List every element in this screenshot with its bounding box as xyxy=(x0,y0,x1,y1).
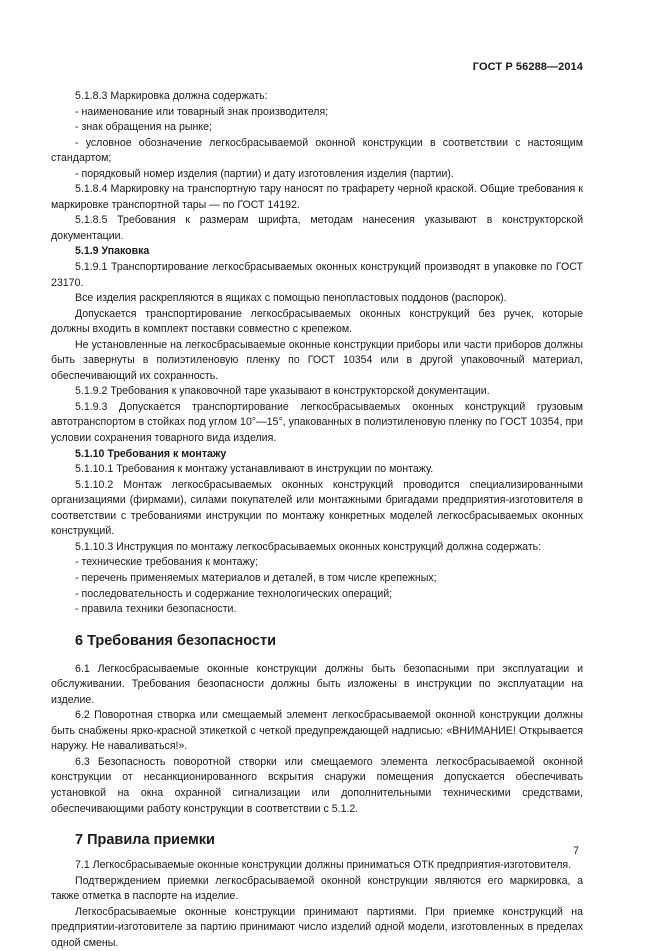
list-item: - порядковый номер изделия (партии) и дату изготовления изделия (партии). xyxy=(75,167,454,180)
document-code-header: ГОСТ Р 56288—2014 xyxy=(472,61,583,73)
page-number: 7 xyxy=(573,845,579,857)
clause-5-1-8-4: 5.1.8.4 Маркировку на транспортную тару наносят по трафарету черной краской. Общие требования к маркировке транспортной тары — по ГОСТ 14192. xyxy=(51,183,583,211)
clause-6-2: 6.2 Поворотная створка или смещаемый элемент легкосбрасываемой оконной конструкции должны быть снабжены ярко-красной этикеткой с четкой предупреждающей надписью: «ВНИМАНИЕ! Открывается наружу. Не наваливаться!». xyxy=(51,709,583,753)
paragraph: Легкосбрасываемые оконные конструкции принимают партиями. При приемке конструкций на предприятии-изготовителе за партию принимают число изделий одной модели, изготовленных в пределах одной смены. xyxy=(51,905,583,949)
clause-5-1-10-2: 5.1.10.2 Монтаж легкосбрасываемых оконных конструкций проводится специализированными организациями (фирмами), силами покупателей или монтажными бригадами предприятия-изготовителя в соответствии с требованиями инструкции по монтажу конкретных моделей легкосбрасываемых оконных конструкций. xyxy=(51,478,583,538)
list-item: - условное обозначение легкосбрасываемой оконной конструкции в соответствии с настоящим стандартом; xyxy=(51,136,583,165)
list-item: - правила техники безопасности. xyxy=(75,603,237,616)
paragraph: Все изделия раскрепляются в ящиках с помощью пенопластовых поддонов (распорок). xyxy=(75,292,507,305)
list-item: - знак обращения на рынке; xyxy=(75,121,212,134)
paragraph: Не установленные на легкосбрасываемые оконные конструкции приборы или части приборов должны быть завернуты в полиэтиленовую пленку по ГОСТ 10354 или в другой упаковочный материал, обеспечивающий их сохранность. xyxy=(51,338,583,382)
clause-5-1-9-3: 5.1.9.3 Допускается транспортирование легкосбрасываемых оконных конструкций грузовым автотранспортом в стойках под углом 10°—15°, упакованных в полиэтиленовую пленку по ГОСТ 10354, при условии сохранения товарного вида изделия. xyxy=(51,400,583,445)
subsection-heading-packaging: 5.1.9 Упаковка xyxy=(75,245,150,258)
list-item: - перечень применяемых материалов и деталей, в том числе крепежных; xyxy=(75,571,437,584)
list-item: - технические требования к монтажу; xyxy=(75,556,259,569)
clause-6-3: 6.3 Безопасность поворотной створки или смещаемого элемента легкосбрасываемой оконной конструкции от несанкционированного вскрытия снаружи помещения допускается обеспечивать установкой на окна охранной сигнализации или дополнительными техническими средствами, обеспечивающими работу конструкции в соответствии с 5.1.2. xyxy=(51,755,583,815)
paragraph: Допускается транспортирование легкосбрасываемых оконных конструкций без ручек, которые должны входить в комплект поставки совместно с крепежом. xyxy=(51,307,583,336)
clause-5-1-10-3: 5.1.10.3 Инструкция по монтажу легкосбрасываемых оконных конструкций должна содержать: xyxy=(75,540,542,553)
clause-7-1: 7.1 Легкосбрасываемые оконные конструкции должны приниматься ОТК предприятия-изготовителя. xyxy=(75,859,572,872)
subsection-heading-installation: 5.1.10 Требования к монтажу xyxy=(75,447,227,460)
section-heading-safety: 6 Требования безопасности xyxy=(75,632,277,649)
clause-5-1-10-1: 5.1.10.1 Требования к монтажу устанавливают в инструкции по монтажу. xyxy=(75,463,434,476)
page-content xyxy=(51,89,583,951)
section-heading-acceptance: 7 Правила приемки xyxy=(75,832,215,849)
list-item: - последовательность и содержание технологических операций; xyxy=(75,587,393,600)
clause-5-1-8-5: 5.1.8.5 Требования к размерам шрифта, методам нанесения указывают в конструкторской документации. xyxy=(51,214,583,242)
clause-5-1-8-3: 5.1.8.3 Маркировка должна содержать: xyxy=(75,90,268,102)
clause-6-1: 6.1 Легкосбрасываемые оконные конструкции должны быть безопасными при эксплуатации и обслуживании. Требования безопасности должны быть изложены в инструкции по эксплуатации на изделие. xyxy=(51,662,583,706)
clause-5-1-9-1: 5.1.9.1 Транспортирование легкосбрасываемых оконных конструкций производят в упаковке по ГОСТ 23170. xyxy=(51,261,583,289)
clause-5-1-9-2: 5.1.9.2 Требования к упаковочной таре указывают в конструкторской документации. xyxy=(75,385,490,398)
list-item: - наименование или товарный знак производителя; xyxy=(75,105,329,118)
paragraph: Подтверждением приемки легкосбрасываемой оконной конструкции являются его маркировка, а также отметка в паспорте на изделие. xyxy=(51,874,583,903)
